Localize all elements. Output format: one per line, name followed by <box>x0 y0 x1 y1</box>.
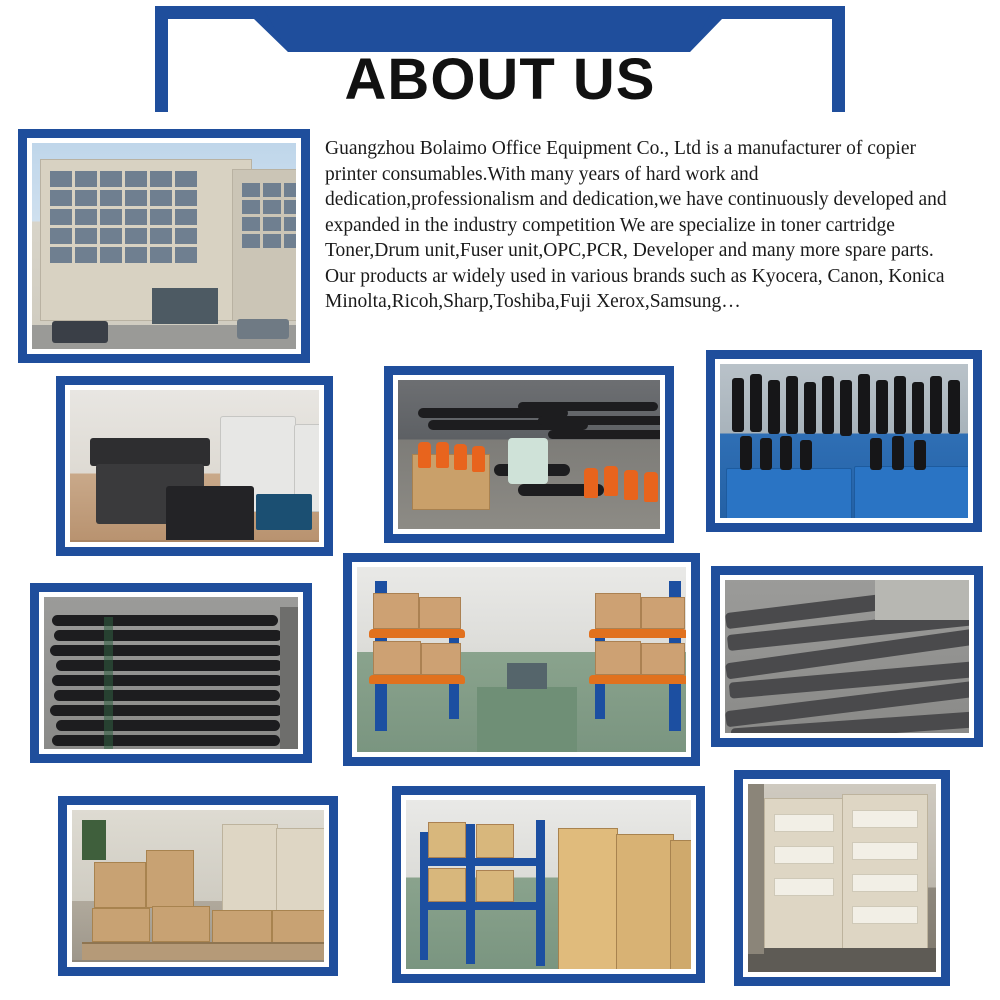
photo-copier-machines <box>56 376 333 556</box>
page-title: ABOUT US <box>344 47 656 112</box>
photo-toner-tubes-blue-trays <box>706 350 982 532</box>
photo-boxed-stack-image <box>748 784 936 972</box>
photo-wrapped-parts-image <box>725 580 969 733</box>
photo-warehouse-boxes-image <box>406 800 691 969</box>
photo-warehouse-aisle <box>343 553 700 766</box>
photo-warehouse-aisle-image <box>357 567 686 752</box>
photo-cartons-pallet <box>58 796 338 976</box>
photo-warehouse-boxes <box>392 786 705 983</box>
photo-cartons-pallet-image <box>72 810 324 962</box>
photo-factory-building <box>18 129 310 363</box>
about-intro-text: Guangzhou Bolaimo Office Equipment Co., Ltd is a manufacturer of copier printer consumables.With many years of hard work and dedication,professionalism and dedication,we have continuously developed and expanded in the industry competition We are specialize in toner cartridge Toner,Drum unit,Fuser unit,OPC,PCR, Developer and many more spare parts. Our products ar widely used in various brands such as Kyocera, Canon, Konica Minolta,Ricoh,Sharp,Toshiba,Fuji Xerox,Samsung… <box>325 138 947 312</box>
photo-factory-building-image <box>32 143 296 349</box>
header-banner <box>0 0 1000 122</box>
photo-wrapped-parts <box>711 566 983 747</box>
photo-developer-rollers <box>30 583 312 763</box>
photo-toner-tubes-blue-trays-image <box>720 364 968 518</box>
photo-boxed-stack <box>734 770 950 986</box>
photo-rollers-table-image <box>398 380 660 529</box>
photo-developer-rollers-image <box>44 597 298 749</box>
photo-rollers-table <box>384 366 674 543</box>
photo-copier-machines-image <box>70 390 319 542</box>
